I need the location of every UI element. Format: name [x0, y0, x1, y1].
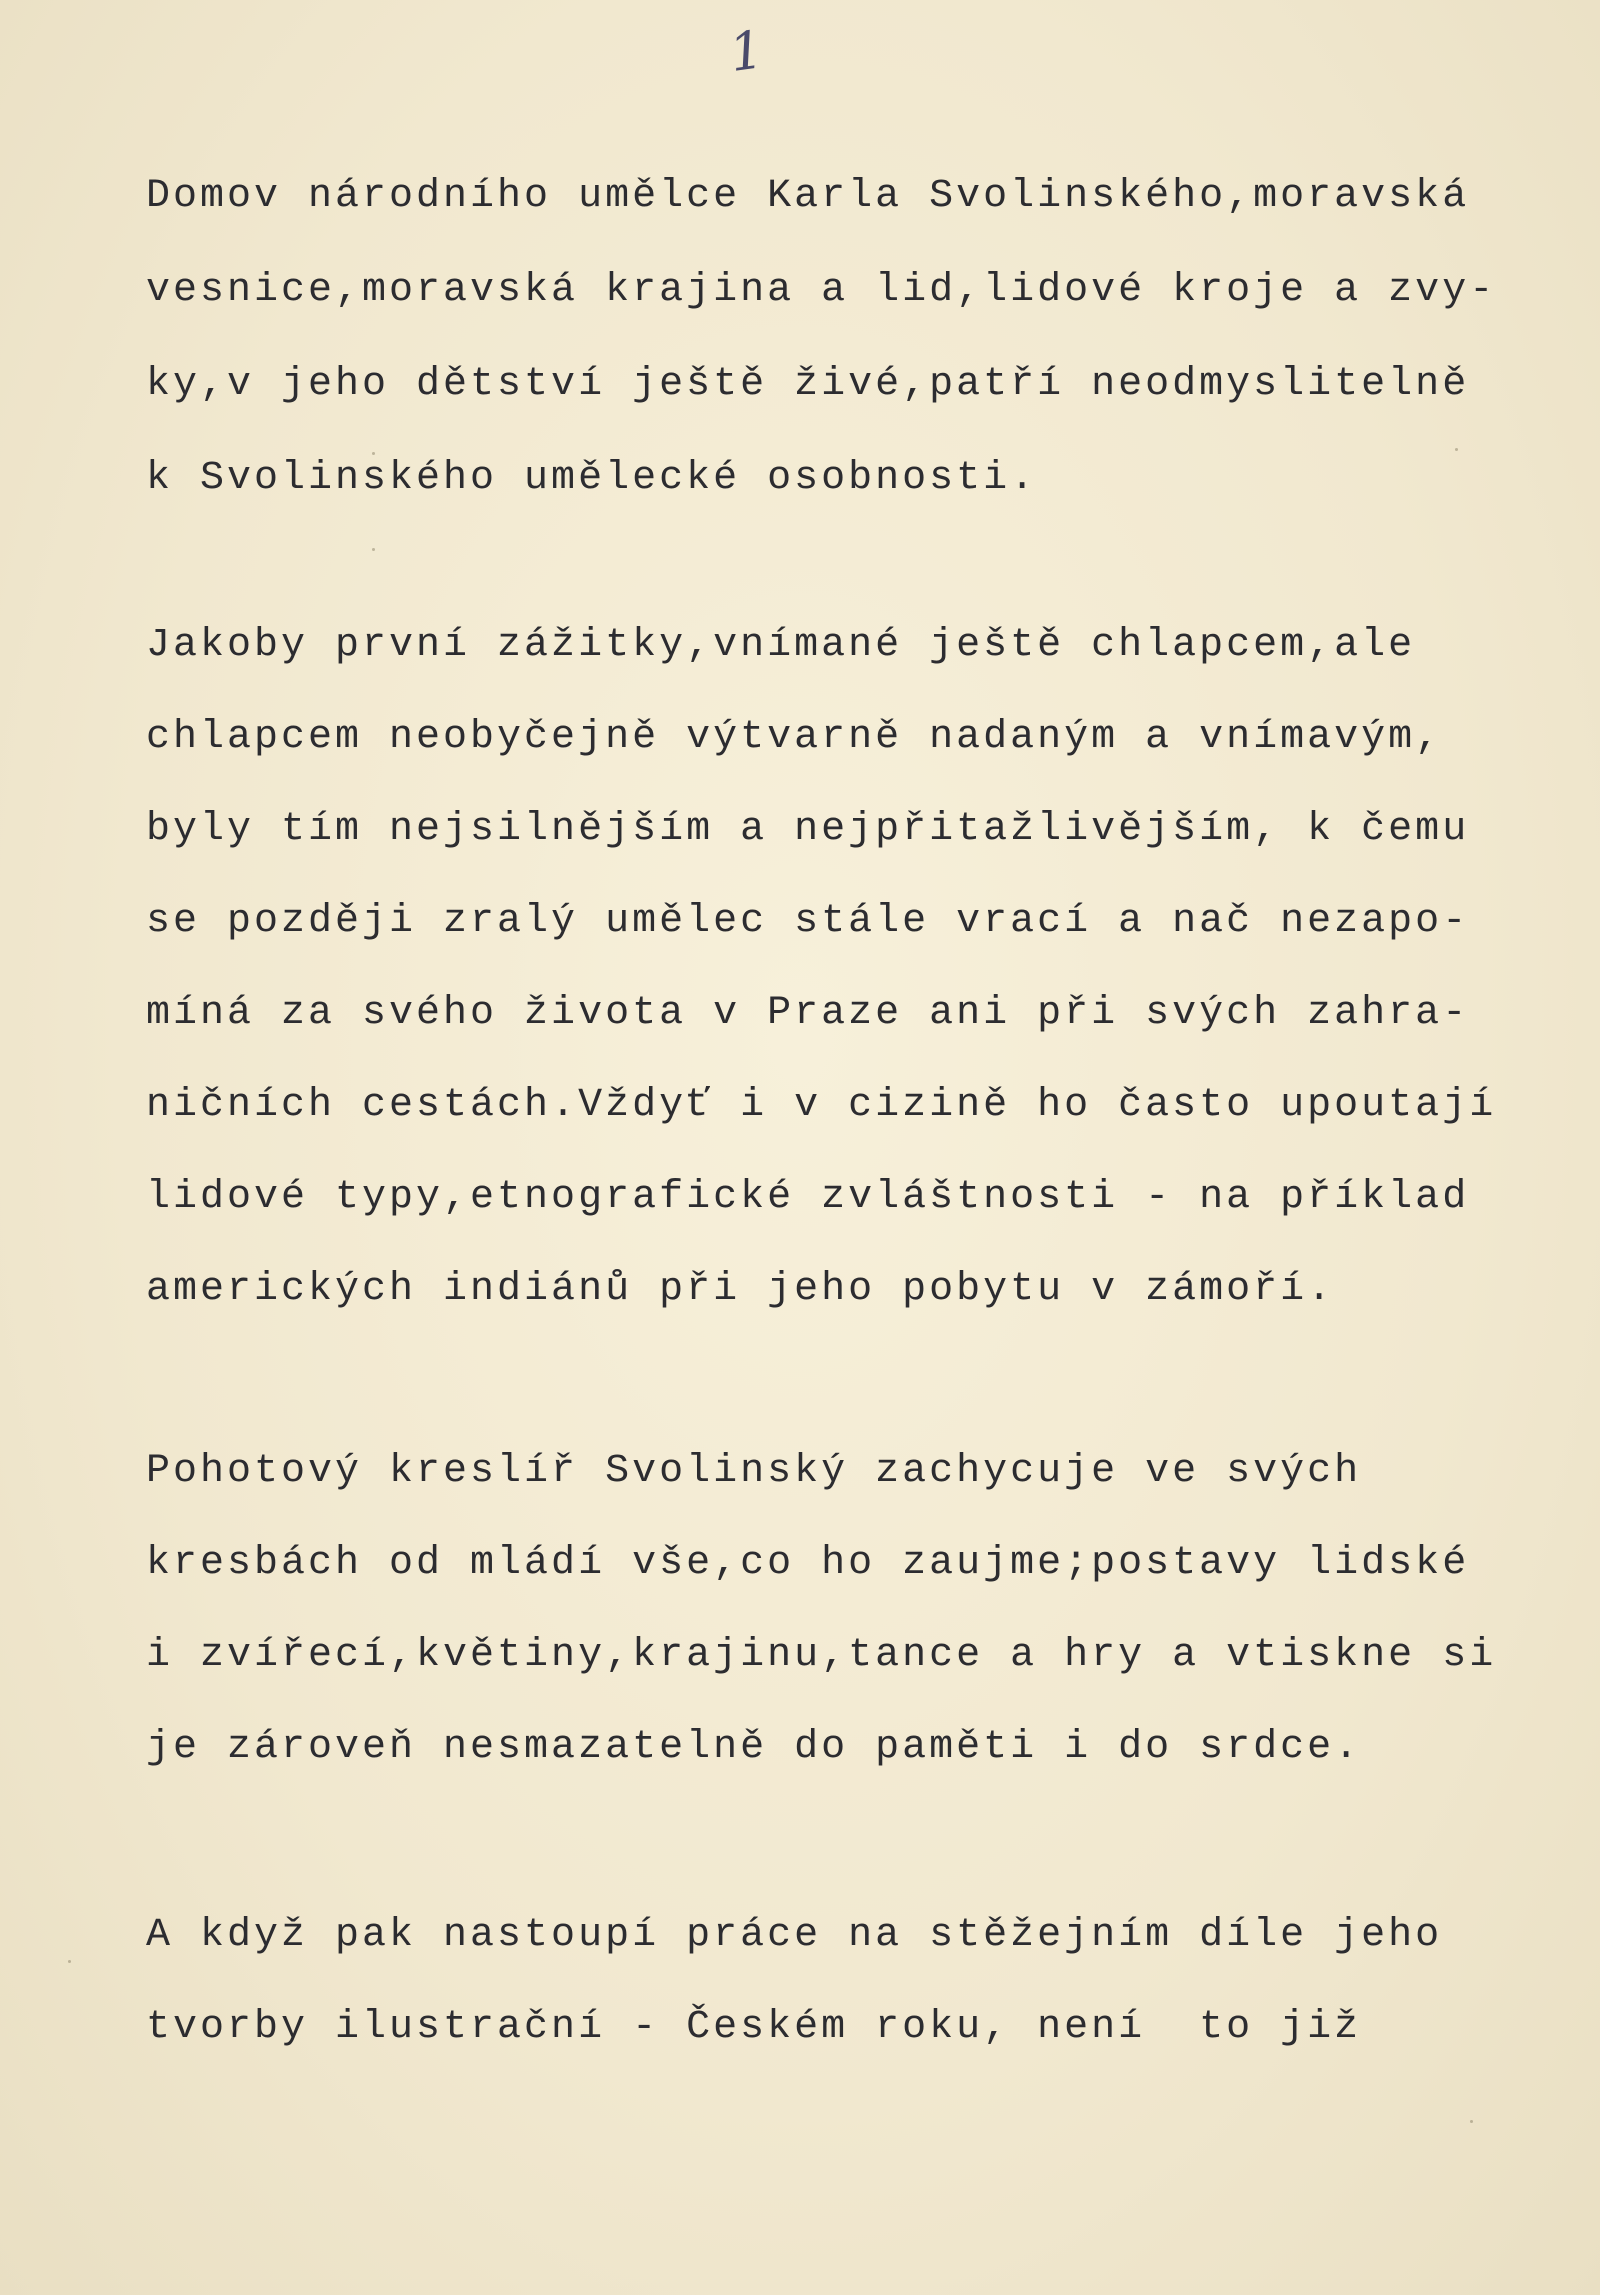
paragraph-1	[146, 150, 1566, 526]
text-line: se později zralý umělec stále vrací a nač nezapo-	[146, 899, 1470, 944]
text-line: tvorby ilustrační - Českém roku, není to již	[146, 2005, 1362, 2050]
text-line: Jakoby první zážitky,vnímané ještě chlapcem,ale	[146, 623, 1416, 668]
paragraph-3	[146, 1426, 1566, 1794]
text-line: A když pak nastoupí práce na stěžejním díle jeho	[146, 1913, 1443, 1958]
paper-speck	[1455, 448, 1458, 451]
text-line: je zároveň nesmazatelně do paměti i do srdce.	[146, 1725, 1362, 1770]
paragraph-4	[146, 1890, 1566, 2074]
text-line: ky,v jeho dětství ještě živé,patří neodmyslitelně	[146, 362, 1470, 407]
text-line: vesnice,moravská krajina a lid,lidové kroje a zvy-	[146, 268, 1497, 313]
paragraph-2	[146, 600, 1566, 1336]
paper-speck	[372, 452, 375, 455]
text-line: i zvířecí,květiny,krajinu,tance a hry a vtiskne si	[146, 1633, 1497, 1678]
paper-speck	[1470, 2120, 1473, 2123]
text-line: míná za svého života v Praze ani při svých zahra-	[146, 991, 1470, 1036]
text-line: kresbách od mládí vše,co ho zaujme;postavy lidské	[146, 1541, 1470, 1586]
text-line: chlapcem neobyčejně výtvarně nadaným a vnímavým,	[146, 715, 1443, 760]
text-line: ničních cestách.Vždyť i v cizině ho často upoutají	[146, 1083, 1497, 1128]
text-line: Domov národního umělce Karla Svolinského,moravská	[146, 174, 1470, 219]
text-line: lidové typy,etnografické zvláštnosti - na příklad	[146, 1175, 1470, 1220]
paper-speck	[372, 548, 375, 551]
page-number: 1	[725, 19, 768, 85]
text-line: amerických indiánů při jeho pobytu v zámoří.	[146, 1267, 1335, 1312]
text-line: byly tím nejsilnějším a nejpřitažlivějším, k čemu	[146, 807, 1470, 852]
paper-speck	[68, 1960, 71, 1963]
text-line: Pohotový kreslíř Svolinský zachycuje ve svých	[146, 1449, 1362, 1494]
text-line: k Svolinského umělecké osobnosti.	[146, 456, 1038, 501]
